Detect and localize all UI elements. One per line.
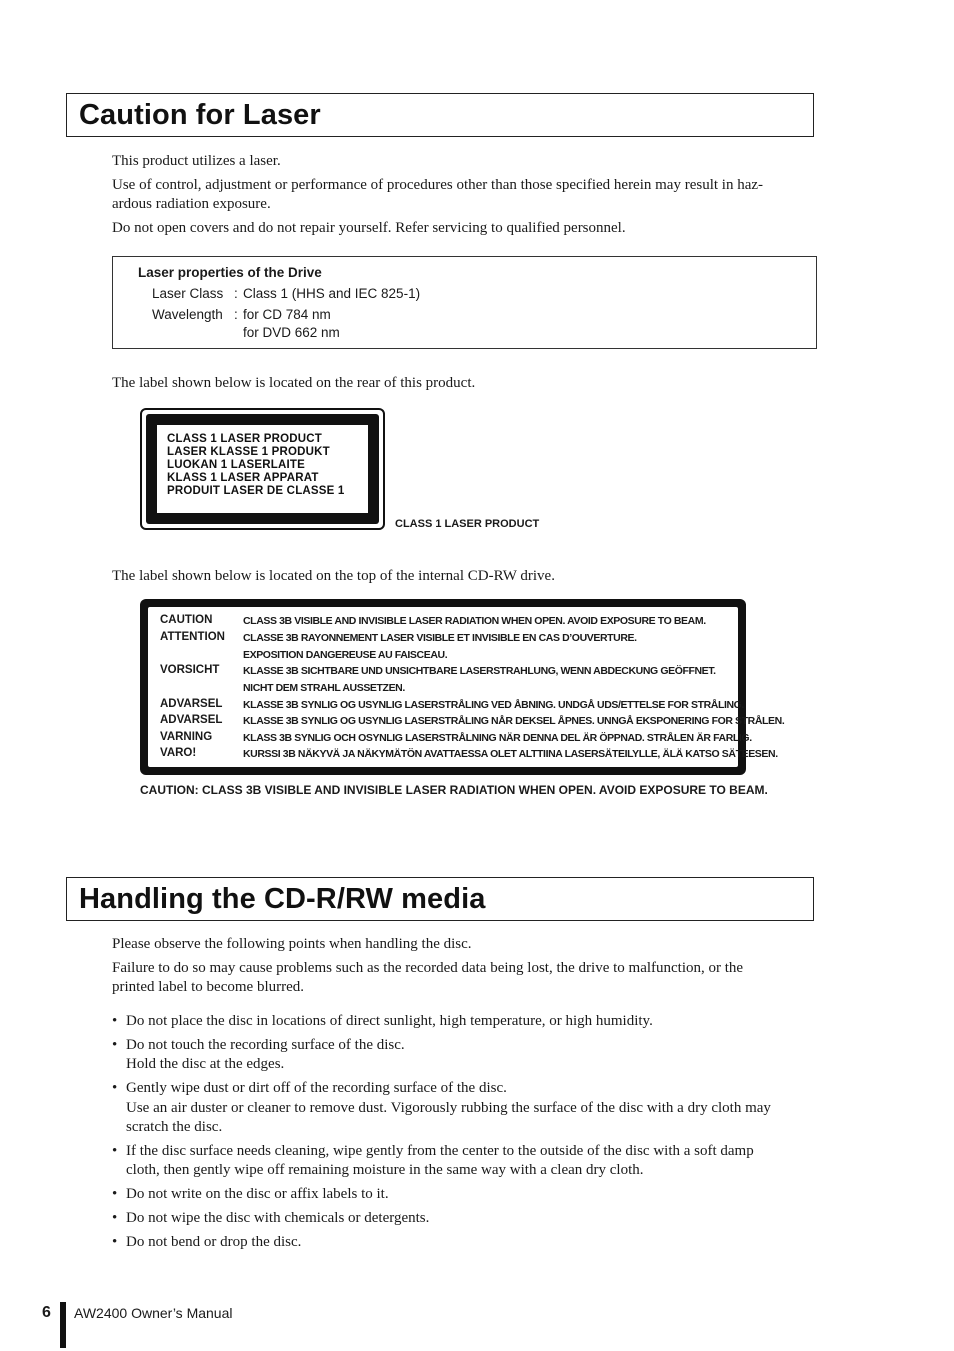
warning-text-vorsicht: KLASSE 3B SICHTBARE UND UNSICHTBARE LASERSTRAHLUNG, WENN ABDECKUNG GEÖFFNET. (243, 665, 716, 677)
warning-key-vorsicht: VORSICHT (160, 664, 220, 676)
media-warning-line-2: printed label to become blurred. (112, 979, 305, 995)
class1-laser-label-border (146, 414, 379, 524)
bullet-3-line-2: Use an air duster or cleaner to remove dust. Vigorously rubbing the surface of the disc with a dry cloth may (126, 1100, 771, 1116)
bullet-marker: • (112, 1080, 118, 1096)
bullet-4-line-1: If the disc surface needs cleaning, wipe gently from the center to the outside of the disc with a soft damp (126, 1143, 754, 1159)
warning-key-attention: ATTENTION (160, 631, 225, 643)
laser-section-title: Caution for Laser (79, 99, 321, 131)
warning-key-varning: VARNING (160, 731, 213, 743)
bullet-5-line-1: Do not write on the disc or affix labels to it. (126, 1186, 389, 1202)
laser-para-2a: Use of control, adjustment or performance of procedures other than those specified herein may result in haz- (112, 177, 764, 193)
warning-text-advarsel-no: KLASSE 3B SYNLIG OG USYNLIG LASERSTRÅLING NÅR DEKSEL ÅPNES. UNNGÅ EKSPONERING FOR STRÅLEN. (243, 715, 785, 727)
bullet-marker: • (112, 1037, 118, 1053)
bullet-marker: • (112, 1234, 118, 1250)
media-section-title: Handling the CD-R/RW media (79, 883, 486, 915)
bullet-3-line-3: scratch the disc. (126, 1119, 223, 1135)
media-intro: Please observe the following points when handling the disc. (112, 936, 472, 952)
warning-text-varning: KLASS 3B SYNLIG OCH OSYNLIG LASERSTRÅLNING NÄR DENNA DEL ÄR ÖPPNAD. STRÅLEN ÄR FARLIG. (243, 732, 752, 744)
bullet-1-line-1: Do not place the disc in locations of direct sunlight, high temperature, or high humidity. (126, 1013, 653, 1029)
bullet-4-line-2: cloth, then gently wipe off remaining moisture in the same way with a clean dry cloth. (126, 1162, 644, 1178)
bullet-marker: • (112, 1210, 118, 1226)
wavelength-cd: for CD 784 nm (243, 307, 331, 322)
bullet-2-line-2: Hold the disc at the edges. (126, 1056, 285, 1072)
wavelength-label: Wavelength (152, 307, 223, 322)
warning-text-varo: KURSSI 3B NÄKYVÄ JA NÄKYMÄTÖN AVATTAESSA OLET ALTTIINA LASERSÄTEILYLLE, ÄLÄ KATSO SÄTEESEN. (243, 748, 778, 760)
warning-key-caution: CAUTION (160, 614, 213, 626)
manual-title: AW2400 Owner’s Manual (74, 1305, 233, 1321)
class1-label-line-4: KLASS 1 LASER APPARAT (167, 472, 319, 484)
class3b-warning-label (140, 599, 785, 775)
laser-class-value: Class 1 (HHS and IEC 825-1) (243, 286, 421, 301)
footer-bar (60, 1302, 66, 1348)
class3b-warning-panel (148, 607, 785, 767)
page-number: 6 (42, 1304, 51, 1321)
class1-label-line-1: CLASS 1 LASER PRODUCT (167, 433, 322, 445)
laser-para-1: This product utilizes a laser. (112, 153, 281, 169)
class1-laser-label-panel (157, 425, 368, 513)
top-label-intro: The label shown below is located on the top of the internal CD-RW drive. (112, 568, 555, 584)
top-label-caption: CAUTION: CLASS 3B VISIBLE AND INVISIBLE LASER RADIATION WHEN OPEN. AVOID EXPOSURE TO BEAM. (140, 783, 768, 797)
laser-section-header (66, 93, 814, 137)
warning-key-varo: VARO! (160, 747, 197, 759)
laser-para-2b: ardous radiation exposure. (112, 196, 271, 212)
warning-key-advarsel-no: ADVARSEL (160, 714, 223, 726)
laser-class-separator: : (234, 286, 238, 301)
bullet-2-line-1: Do not touch the recording surface of the disc. (126, 1037, 405, 1053)
laser-properties-box (112, 256, 817, 349)
class1-label-line-2: LASER KLASSE 1 PRODUKT (167, 446, 330, 458)
laser-para-3: Do not open covers and do not repair yourself. Refer servicing to qualified personnel. (112, 220, 626, 236)
bullet-marker: • (112, 1186, 118, 1202)
wavelength-dvd: for DVD 662 nm (243, 325, 340, 340)
warning-text-advarsel-dk: KLASSE 3B SYNLIG OG USYNLIG LASERSTRÅLING VED ÅBNING. UNDGÅ UDS/ETTELSE FOR STRÅLING. (243, 699, 744, 711)
class1-label-line-5: PRODUIT LASER DE CLASSE 1 (167, 485, 345, 497)
rear-label-intro: The label shown below is located on the rear of this product. (112, 375, 476, 391)
class1-laser-label (140, 408, 385, 530)
warning-text-caution: CLASS 3B VISIBLE AND INVISIBLE LASER RADIATION WHEN OPEN. AVOID EXPOSURE TO BEAM. (243, 615, 706, 627)
rear-label-caption: CLASS 1 LASER PRODUCT (395, 518, 540, 530)
warning-text-vorsicht-2: NICHT DEM STRAHL AUSSETZEN. (243, 682, 405, 694)
wavelength-separator: : (234, 307, 238, 322)
bullet-3-line-1: Gently wipe dust or dirt off of the recording surface of the disc. (126, 1080, 507, 1096)
media-warning-line-1: Failure to do so may cause problems such as the recorded data being lost, the drive to malfunction, or the (112, 960, 744, 976)
bullet-6-line-1: Do not wipe the disc with chemicals or detergents. (126, 1210, 430, 1226)
warning-text-attention-2: EXPOSITION DANGEREUSE AU FAISCEAU. (243, 649, 448, 661)
laser-class-label: Laser Class (152, 286, 224, 301)
media-section-header (66, 877, 814, 921)
warning-text-attention: CLASSE 3B RAYONNEMENT LASER VISIBLE ET INVISIBLE EN CAS D’OUVERTURE. (243, 632, 637, 644)
laser-properties-heading: Laser properties of the Drive (138, 265, 322, 280)
bullet-7-line-1: Do not bend or drop the disc. (126, 1234, 302, 1250)
bullet-marker: • (112, 1013, 118, 1029)
bullet-marker: • (112, 1143, 118, 1159)
warning-key-advarsel-dk: ADVARSEL (160, 698, 223, 710)
class1-label-line-3: LUOKAN 1 LASERLAITE (167, 459, 305, 471)
